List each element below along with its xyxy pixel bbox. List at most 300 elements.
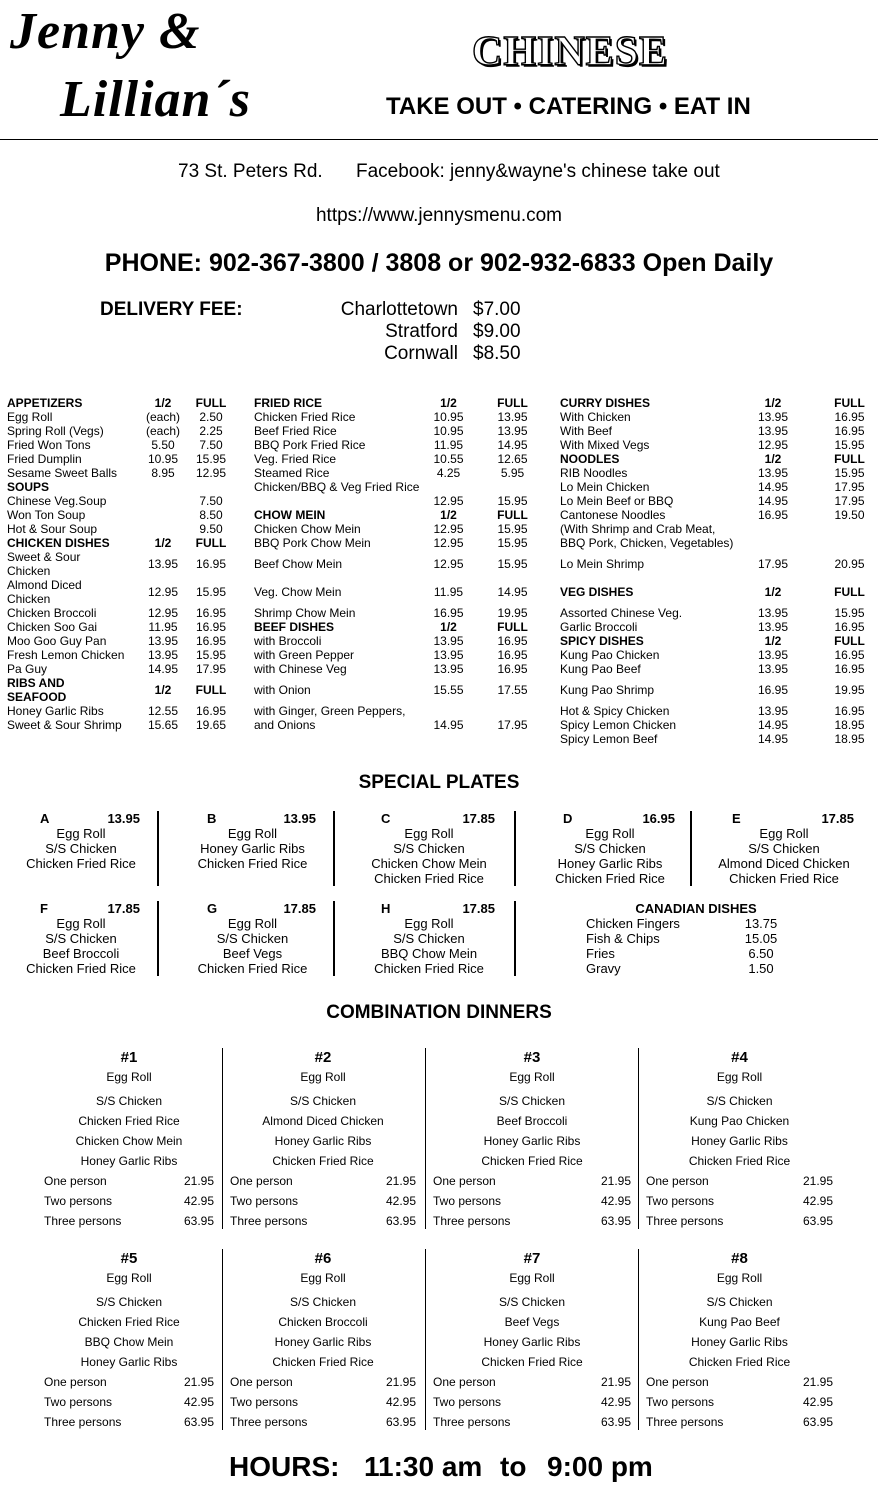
menu-item-name: with Onion — [254, 683, 311, 697]
menu-item-half-price: 14.95 — [757, 732, 789, 746]
menu-item — [254, 620, 537, 634]
menu-item-full-price: FULL — [195, 396, 227, 410]
menu-item-name: Garlic Broccoli — [560, 620, 638, 634]
combination-price-row — [44, 1372, 214, 1392]
special-plate-letter: F — [40, 901, 48, 916]
menu-item-full-price: 15.95 — [195, 648, 227, 662]
combination-price: 42.95 — [600, 1395, 631, 1409]
menu-item-full-price: 15.95 — [497, 536, 528, 550]
menu-item-full-price: 16.95 — [195, 557, 227, 571]
combination-price-row — [230, 1191, 416, 1211]
menu-item-full-price: 17.95 — [497, 718, 528, 732]
menu-item-half-price: 12.95 — [433, 522, 464, 536]
combination-price: 63.95 — [183, 1214, 214, 1228]
menu-item-half-price: 12.95 — [433, 494, 464, 508]
menu-item-full-price: 15.95 — [834, 606, 865, 620]
menu-item — [560, 662, 870, 676]
combination-party-size: One person — [44, 1174, 107, 1188]
menu-column-3 — [560, 396, 870, 746]
combination-dinner-3 — [433, 1048, 631, 1231]
menu-item-name: SOUPS — [7, 480, 50, 494]
menu-item-half-price: 8.95 — [151, 466, 175, 480]
combination-price-row — [230, 1392, 416, 1412]
combination-party-size: Three persons — [44, 1214, 122, 1228]
menu-item-name: Spicy Lemon Chicken — [560, 718, 677, 732]
combination-price-row — [230, 1171, 416, 1191]
plate-divider — [690, 811, 692, 886]
combination-number: #7 — [523, 1250, 541, 1267]
delivery-fee-table — [300, 299, 521, 365]
combination-price-row — [230, 1372, 416, 1392]
menu-item-name: Beef Chow Mein — [254, 557, 343, 571]
menu-item-half-price: 12.95 — [757, 438, 789, 452]
menu-item — [254, 606, 537, 620]
menu-item — [560, 494, 870, 508]
special-plate-item: Chicken Fried Rice — [197, 961, 308, 976]
combination-party-size: Three persons — [646, 1415, 724, 1429]
menu-item — [7, 620, 240, 634]
special-plate-h — [363, 901, 495, 976]
combination-price: 21.95 — [183, 1174, 214, 1188]
combination-party-size: Two persons — [230, 1194, 299, 1208]
plate-divider — [157, 811, 159, 886]
combination-item: Honey Garlic Ribs — [80, 1154, 178, 1168]
menu-item — [7, 494, 240, 508]
menu-item — [7, 480, 240, 494]
special-plate-item: Chicken Chow Mein — [371, 856, 487, 871]
menu-item-full-price: 9.50 — [199, 522, 223, 536]
menu-item-half-price: 12.95 — [433, 557, 464, 571]
special-plate-item: Egg Roll — [404, 916, 454, 931]
menu-item-name: Chicken Broccoli — [7, 606, 97, 620]
menu-item-full-price: 15.95 — [497, 557, 528, 571]
special-plate-d — [545, 811, 675, 886]
menu-item-full-price: 19.50 — [834, 508, 865, 522]
menu-column-2 — [254, 396, 537, 732]
combination-number: #3 — [523, 1049, 541, 1066]
menu-item — [560, 438, 870, 452]
menu-item-name: Kung Pao Chicken — [560, 648, 660, 662]
delivery-place: Charlottetown — [340, 299, 458, 320]
menu-item — [254, 508, 537, 522]
menu-item-name: Sesame Sweet Balls — [7, 466, 118, 480]
special-plate-item: Chicken Fried Rice — [729, 871, 839, 886]
special-plate-b — [189, 811, 316, 871]
menu-item-name: with Broccoli — [254, 634, 322, 648]
menu-item-name: Fresh Lemon Chicken — [7, 648, 125, 662]
special-plate-item: S/S Chicken — [393, 931, 465, 946]
canadian-dish-row — [586, 916, 806, 931]
combination-item: Chicken Fried Rice — [272, 1154, 374, 1168]
combination-item: Honey Garlic Ribs — [274, 1335, 372, 1349]
combination-price-row — [433, 1191, 631, 1211]
menu-item-half-price: 16.95 — [433, 606, 464, 620]
menu-item-full-price: 16.95 — [834, 704, 865, 718]
combination-item: Chicken Fried Rice — [481, 1355, 583, 1369]
menu-item — [560, 536, 870, 550]
menu-item-full-price: 2.25 — [199, 424, 223, 438]
menu-item — [254, 662, 537, 676]
menu-item-half-price: 12.95 — [433, 536, 464, 550]
combination-price: 42.95 — [183, 1395, 214, 1409]
menu-item — [7, 466, 240, 480]
combination-party-size: Three persons — [230, 1415, 308, 1429]
special-plate-a — [22, 811, 140, 871]
special-plate-item: S/S Chicken — [45, 841, 117, 856]
menu-item-name: With Mixed Vegs — [560, 438, 650, 452]
menu-item — [7, 578, 240, 606]
combination-item: Chicken Chow Mein — [75, 1134, 183, 1148]
menu-item-name: Chicken Soo Gai — [7, 620, 98, 634]
special-plate-price: 17.85 — [821, 811, 854, 826]
website-link[interactable]: https://www.jennysmenu.com — [315, 205, 563, 226]
menu-item — [560, 676, 870, 704]
menu-item-half-price: (each) — [145, 410, 180, 424]
menu-item-half-price: 12.95 — [147, 585, 179, 599]
combination-item: S/S Chicken — [289, 1094, 357, 1108]
menu-item-full-price: 14.95 — [497, 438, 528, 452]
combination-item: Egg Roll — [716, 1070, 763, 1084]
special-plate-letter: B — [207, 811, 217, 826]
menu-item-full-price: 17.95 — [834, 494, 865, 508]
special-plate-letter: G — [207, 901, 218, 916]
menu-item-half-price: 13.95 — [757, 410, 789, 424]
special-plate-header — [189, 811, 316, 826]
menu-item-full-price: 7.50 — [199, 438, 223, 452]
menu-item-name: Chicken Chow Mein — [254, 522, 361, 536]
menu-item-full-price: 8.50 — [199, 508, 223, 522]
menu-item — [7, 606, 240, 620]
special-plate-item: S/S Chicken — [216, 931, 289, 946]
special-plates-title: SPECIAL PLATES — [358, 772, 520, 793]
combination-divider — [425, 1249, 426, 1430]
menu-item-half-price: 16.95 — [757, 508, 789, 522]
menu-item-name: VEG DISHES — [560, 585, 634, 599]
menu-item-full-price: 19.65 — [195, 718, 227, 732]
menu-item-full-price: 16.95 — [834, 620, 865, 634]
hours-close: 9:00 pm — [547, 1451, 653, 1482]
combination-party-size: Three persons — [44, 1415, 122, 1429]
special-plate-item: Egg Roll — [56, 916, 106, 931]
menu-item-full-price: 12.65 — [497, 452, 528, 466]
combination-party-size: One person — [230, 1375, 293, 1389]
menu-item-name: Lo Mein Beef or BBQ — [560, 494, 674, 508]
menu-item — [560, 480, 870, 494]
combination-divider — [222, 1249, 223, 1430]
menu-item-full-price: 19.95 — [834, 683, 865, 697]
combination-price-row — [433, 1171, 631, 1191]
special-plate-price: 16.95 — [642, 811, 675, 826]
logo-line-2: Lillian´s — [60, 71, 252, 128]
menu-item-full-price: 13.95 — [497, 410, 528, 424]
delivery-fee-row — [300, 299, 521, 321]
menu-item-name: Shrimp Chow Mein — [254, 606, 356, 620]
combination-divider — [222, 1048, 223, 1229]
menu-item-half-price: 13.95 — [147, 634, 179, 648]
combination-price: 42.95 — [600, 1194, 631, 1208]
menu-item-full-price: 15.95 — [834, 466, 865, 480]
menu-item-name: With Beef — [560, 424, 613, 438]
menu-item — [254, 424, 537, 438]
hours-to: to — [500, 1451, 527, 1482]
menu-item-name: Kung Pao Shrimp — [560, 683, 655, 697]
delivery-place: Stratford — [385, 321, 458, 342]
menu-item-half-price: 1/2 — [154, 536, 172, 550]
special-plate-item: Beef Broccoli — [42, 946, 120, 961]
menu-item — [254, 452, 537, 466]
special-plate-c — [363, 811, 495, 886]
menu-item — [254, 522, 537, 536]
combination-price-row — [646, 1372, 833, 1392]
combination-price-row — [433, 1412, 631, 1432]
special-plate-item: S/S Chicken — [574, 841, 646, 856]
special-plate-header — [363, 901, 495, 916]
combination-party-size: One person — [646, 1174, 709, 1188]
combination-item: Honey Garlic Ribs — [274, 1134, 372, 1148]
combination-price: 21.95 — [802, 1174, 833, 1188]
combination-item: Chicken Broccoli — [278, 1315, 368, 1329]
menu-item-full-price: 13.95 — [497, 424, 528, 438]
combination-item: S/S Chicken — [498, 1094, 566, 1108]
menu-item-full-price: 16.95 — [497, 648, 528, 662]
menu-item — [7, 396, 240, 410]
menu-item — [7, 648, 240, 662]
menu-item-name: With Chicken — [560, 410, 631, 424]
menu-item-half-price: 13.95 — [757, 466, 789, 480]
menu-item-name: Hot & Spicy Chicken — [560, 704, 670, 718]
special-plate-item: S/S Chicken — [393, 841, 465, 856]
special-plate-letter: A — [40, 811, 50, 826]
menu-item-half-price: 10.55 — [433, 452, 464, 466]
special-plate-header — [545, 811, 675, 826]
hours-label: HOURS: — [229, 1451, 340, 1482]
special-plate-item: S/S Chicken — [748, 841, 820, 856]
combination-item: Honey Garlic Ribs — [691, 1134, 788, 1148]
menu-item-full-price: 16.95 — [195, 704, 227, 718]
menu-item-name: Lo Mein Shrimp — [560, 557, 645, 571]
menu-item-name: Assorted Chinese Veg. — [560, 606, 683, 620]
menu-item-name: Veg. Fried Rice — [254, 452, 337, 466]
special-plate-letter: E — [732, 811, 741, 826]
menu-item — [254, 578, 537, 606]
combination-party-size: One person — [646, 1375, 709, 1389]
menu-item-half-price: 1/2 — [440, 620, 457, 634]
special-plate-item: Chicken Fried Rice — [197, 856, 308, 871]
menu-item-name: Sweet & Sour Chicken — [7, 550, 81, 578]
phone-numbers: PHONE: 902-367-3800 / 3808 or 902-932-6833 Open Daily — [104, 249, 774, 277]
menu-item — [254, 396, 537, 410]
menu-item-half-price: 13.95 — [433, 648, 464, 662]
menu-item-name: Pa Guy — [7, 662, 48, 676]
plate-divider — [514, 811, 516, 886]
menu-item-full-price: 17.95 — [834, 480, 865, 494]
menu-item-name: Lo Mein Chicken — [560, 480, 650, 494]
combination-price-row — [646, 1211, 833, 1231]
menu-item — [560, 732, 870, 746]
special-plate-price: 17.85 — [283, 901, 316, 916]
combination-item: BBQ Chow Mein — [84, 1335, 174, 1349]
combination-number: #6 — [314, 1250, 332, 1267]
combination-price-row — [646, 1191, 833, 1211]
menu-item-full-price: FULL — [834, 452, 865, 466]
menu-item-full-price: 16.95 — [834, 648, 865, 662]
menu-item-full-price: 15.95 — [834, 438, 865, 452]
combination-price: 63.95 — [183, 1415, 214, 1429]
menu-item-full-price: 16.95 — [497, 634, 528, 648]
canadian-dish-price: 6.50 — [748, 946, 774, 961]
combination-number: #4 — [731, 1049, 748, 1066]
menu-item — [560, 634, 870, 648]
combination-item: Kung Pao Chicken — [689, 1114, 790, 1128]
special-plate-letter: H — [381, 901, 391, 916]
combination-dinner-4 — [646, 1048, 833, 1231]
menu-item-full-price: 2.50 — [199, 410, 223, 424]
combination-price: 63.95 — [600, 1415, 631, 1429]
combination-dinner-1 — [44, 1048, 214, 1231]
menu-item — [7, 550, 240, 578]
combination-item: Kung Pao Beef — [699, 1315, 780, 1329]
menu-item-half-price: 13.95 — [433, 662, 464, 676]
menu-item-name: Almond Diced Chicken — [7, 578, 82, 606]
menu-item — [560, 606, 870, 620]
menu-item-full-price: 5.95 — [500, 466, 525, 480]
menu-item — [254, 550, 537, 578]
combination-price: 21.95 — [600, 1375, 631, 1389]
menu-item — [254, 480, 537, 494]
menu-item-half-price: 15.55 — [433, 683, 464, 697]
menu-item-half-price: 13.95 — [757, 704, 789, 718]
special-plate-item: Honey Garlic Ribs — [200, 841, 305, 856]
plate-divider — [157, 901, 159, 976]
menu-item — [7, 452, 240, 466]
combination-item: S/S Chicken — [706, 1094, 773, 1108]
canadian-dish-row — [586, 946, 806, 961]
menu-item-full-price: 16.95 — [195, 606, 227, 620]
logo-line-1: Jenny & — [10, 3, 201, 60]
menu-item-half-price: 12.95 — [147, 606, 179, 620]
menu-item-full-price: FULL — [195, 683, 227, 697]
special-plate-header — [714, 811, 854, 826]
canadian-dish-price: 15.05 — [744, 931, 778, 946]
special-plate-header — [22, 901, 140, 916]
hours-open: 11:30 am — [364, 1451, 483, 1482]
combination-item: Egg Roll — [300, 1271, 346, 1285]
menu-item — [7, 634, 240, 648]
facebook-link[interactable]: Facebook: jenny&wayne's chinese take out — [356, 161, 720, 182]
combination-dinner-2 — [230, 1048, 416, 1231]
menu-item-name: CHOW MEIN — [254, 508, 326, 522]
special-plate-item: Chicken Fried Rice — [374, 961, 484, 976]
menu-item-full-price: 14.95 — [497, 585, 528, 599]
menu-item-half-price: 11.95 — [148, 620, 178, 634]
menu-item-half-price: 1/2 — [764, 396, 782, 410]
combination-dinner-6 — [230, 1249, 416, 1432]
menu-item-full-price: 16.95 — [195, 634, 227, 648]
menu-item-name: with Ginger, Green Peppers, — [254, 704, 406, 718]
combination-price: 21.95 — [600, 1174, 631, 1188]
menu-item — [7, 508, 240, 522]
combination-item: Chicken Fried Rice — [78, 1114, 180, 1128]
combination-price: 42.95 — [385, 1395, 416, 1409]
menu-column-1 — [7, 396, 240, 732]
special-plate-letter: C — [381, 811, 391, 826]
menu-item-half-price: 11.95 — [433, 438, 464, 452]
menu-item-name: Chinese Veg.Soup — [7, 494, 107, 508]
combination-price: 21.95 — [802, 1375, 833, 1389]
special-plate-item: Egg Roll — [759, 826, 809, 841]
combination-item: S/S Chicken — [706, 1295, 773, 1309]
combination-dinner-7 — [433, 1249, 631, 1432]
menu-item-full-price: 19.95 — [497, 606, 528, 620]
menu-item-full-price: 15.95 — [497, 522, 528, 536]
delivery-fee-amount: $9.00 — [473, 321, 521, 342]
menu-item — [7, 410, 240, 424]
menu-item-name: (With Shrimp and Crab Meat, — [560, 522, 716, 536]
menu-item — [560, 620, 870, 634]
special-plate-header — [22, 811, 140, 826]
special-plate-item: Chicken Fried Rice — [26, 961, 136, 976]
combination-item: Chicken Fried Rice — [78, 1315, 180, 1329]
special-plate-price: 17.85 — [462, 811, 495, 826]
plate-divider — [333, 901, 335, 976]
special-plate-item: Egg Roll — [404, 826, 454, 841]
menu-item-name: Honey Garlic Ribs — [7, 704, 104, 718]
canadian-dish-name: Fries — [586, 946, 615, 961]
menu-item — [254, 466, 537, 480]
menu-item-full-price: 12.95 — [195, 466, 227, 480]
combination-price-row — [230, 1412, 416, 1432]
menu-item-half-price: 14.95 — [757, 494, 789, 508]
combination-party-size: One person — [44, 1375, 107, 1389]
combination-item: Honey Garlic Ribs — [483, 1335, 581, 1349]
menu-item — [560, 424, 870, 438]
special-plate-item: Almond Diced Chicken — [718, 856, 850, 871]
combination-dinner-8 — [646, 1249, 833, 1432]
combination-party-size: Two persons — [44, 1194, 113, 1208]
special-plate-item: BBQ Chow Mein — [380, 946, 478, 961]
delivery-fee-row — [300, 321, 521, 343]
menu-item-half-price: 14.95 — [757, 718, 789, 732]
combination-price-row — [44, 1392, 214, 1412]
menu-item-half-price: 13.95 — [147, 557, 179, 571]
menu-item-name: Hot & Sour Soup — [7, 522, 98, 536]
menu-item — [560, 396, 870, 410]
menu-item — [254, 648, 537, 662]
combination-divider — [425, 1048, 426, 1229]
menu-item — [560, 522, 870, 536]
special-plate-item: Egg Roll — [227, 826, 278, 841]
combination-party-size: Three persons — [230, 1214, 308, 1228]
menu-item — [560, 452, 870, 466]
combination-party-size: Two persons — [646, 1395, 715, 1409]
menu-item-half-price: 11.95 — [433, 585, 464, 599]
menu-item — [7, 522, 240, 536]
menu-item-full-price: 7.50 — [199, 494, 223, 508]
menu-item-name: with Chinese Veg — [254, 662, 347, 676]
menu-item-name: Spring Roll (Vegs) — [7, 424, 104, 438]
menu-item — [560, 466, 870, 480]
menu-item — [560, 578, 870, 606]
special-plate-f — [22, 901, 140, 976]
special-plate-e — [714, 811, 854, 886]
combination-price: 21.95 — [183, 1375, 214, 1389]
combination-number: #5 — [120, 1250, 138, 1267]
menu-item-full-price: 20.95 — [834, 557, 865, 571]
menu-item-full-price: 15.95 — [195, 452, 227, 466]
menu-item-full-price: FULL — [497, 396, 528, 410]
menu-item-half-price: 13.95 — [757, 648, 789, 662]
menu-item-name: Won Ton Soup — [7, 508, 86, 522]
